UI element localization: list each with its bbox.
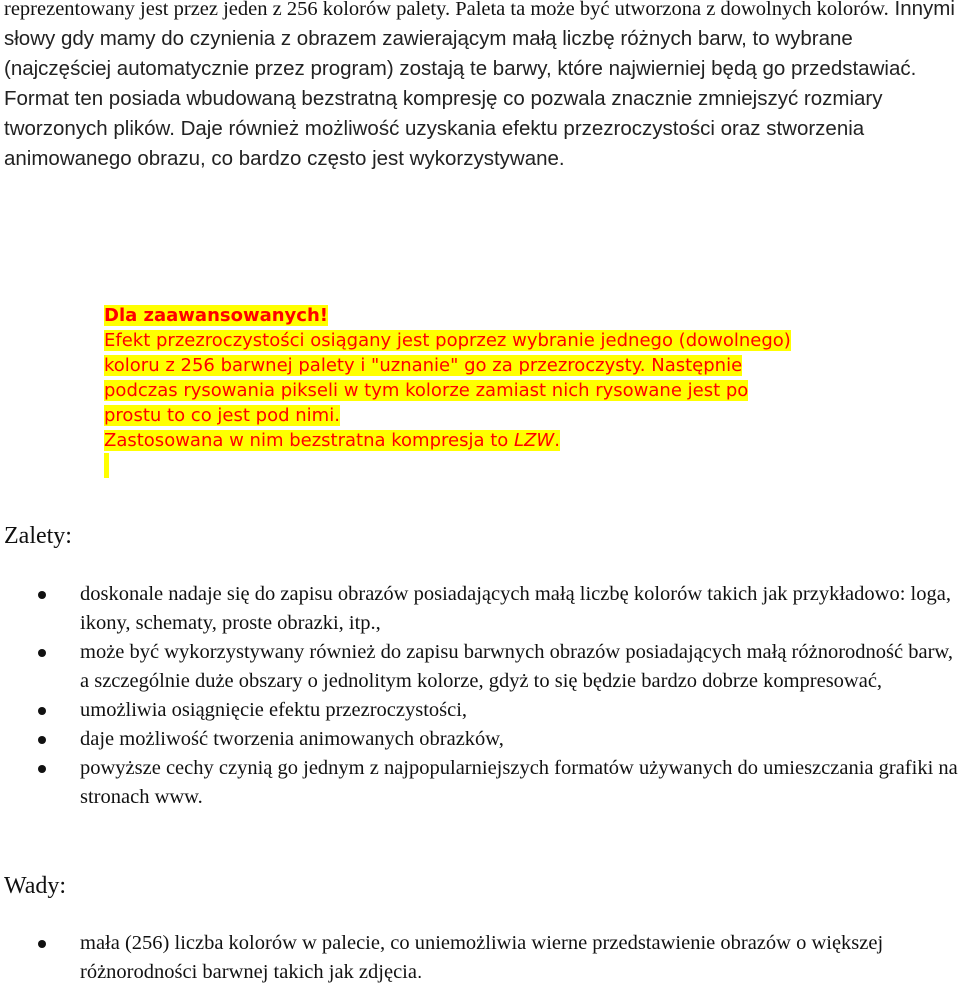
- advanced-note-line: podczas rysowania pikseli w tym kolorze zamiast nich rysowane jest po: [104, 380, 749, 401]
- list-item: [0, 696, 960, 725]
- intro-paragraph: [4, 0, 959, 175]
- list-item-period: .: [416, 962, 423, 983]
- list-item-text: doskonale nadaje się do zapisu obrazów posiadających małą liczbę kolorów takich jak przykładowo: loga, ikony, schematy, proste obrazki, itp.,: [80, 583, 951, 634]
- bullet-icon: [38, 765, 46, 773]
- pros-list: [0, 580, 960, 812]
- pros-heading: Zalety:: [4, 523, 72, 549]
- intro-text-sans: Innymi słowy gdy mamy do czynienia z obrazem zawierającym małą liczbę różnych barw, to wybrane (najczęściej automatycznie przez program) zostają te barwy, które najwierniej będą go przedstawiać. Format ten posiada wbudowaną bezstratną kompresję co pozwala znacznie zmniejszyć rozmiary tworzonych plików. Daje również możliwość uzyskania efektu przezroczystości oraz stworzenia animowanego obrazu, co bardzo często jest wykorzystywane.: [4, 0, 955, 171]
- list-item: [0, 929, 960, 987]
- intro-text-serif: reprezentowany jest przez jeden z 256 kolorów palety. Paleta ta może być utworzona z dowolnych kolorów.: [4, 0, 889, 20]
- highlight-marker: [104, 453, 109, 478]
- advanced-note-line: koloru z 256 barwnej palety i "uznanie" go za przezroczysty. Następnie: [104, 355, 743, 376]
- bullet-icon: [38, 940, 46, 948]
- list-item: [0, 580, 960, 638]
- cons-heading: Wady:: [4, 873, 67, 899]
- bullet-icon: [38, 736, 46, 744]
- advanced-note-period: .: [554, 430, 560, 451]
- list-item-text: może być wykorzystywany również do zapisu barwnych obrazów posiadających małą różnorodność barw, a szczególnie duże obszary o jednolitym kolorze, gdyż to się będzie bardzo dobrze kompresować,: [80, 641, 954, 692]
- bullet-icon: [38, 649, 46, 657]
- list-item: [0, 638, 960, 696]
- cons-list: [0, 929, 960, 987]
- list-item: [0, 754, 960, 812]
- advanced-note: [104, 303, 884, 478]
- list-item-text: mała (256) liczba kolorów w palecie, co uniemożliwia wierne przedstawienie obrazów o większej różnorodności barwnej takich jak zdjęcia: [80, 932, 884, 983]
- list-item: [0, 725, 960, 754]
- advanced-note-line: prostu to co jest pod nimi.: [104, 405, 340, 426]
- advanced-note-line: Zastosowana w nim bezstratna kompresja to: [104, 430, 515, 451]
- bullet-icon: [38, 591, 46, 599]
- lzw-emphasis: LZW: [514, 430, 555, 451]
- list-item-text: daje możliwość tworzenia animowanych obrazków,: [80, 728, 504, 750]
- list-item-text: powyższe cechy czynią go jednym z najpopularniejszych formatów używanych do umieszczania grafiki na stronach www.: [80, 757, 958, 808]
- advanced-note-title: Dla zaawansowanych!: [104, 305, 328, 326]
- advanced-note-line: Efekt przezroczystości osiągany jest poprzez wybranie jednego (dowolnego): [104, 330, 791, 351]
- list-item-text: umożliwia osiągnięcie efektu przezroczystości,: [80, 699, 468, 721]
- bullet-icon: [38, 707, 46, 715]
